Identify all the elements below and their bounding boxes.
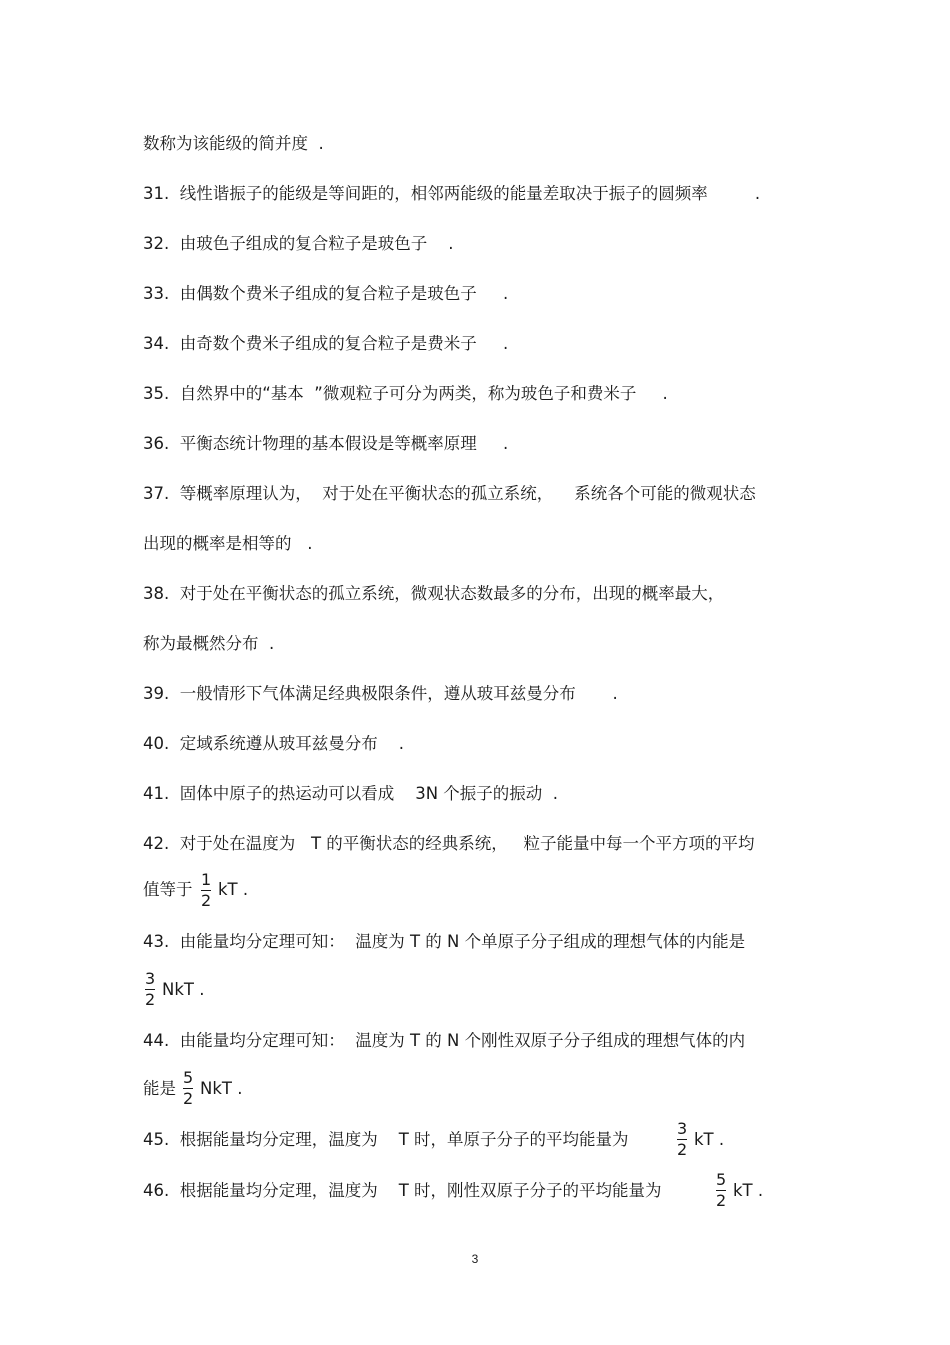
line-0: 数称为该能级的简并度 . — [143, 134, 324, 153]
fraction-five-halves-a: 5 2 — [183, 1068, 194, 1108]
fraction-three-halves-b: 3 2 — [677, 1119, 688, 1159]
item-35: 35. 自然界中的“基本 ”微观粒子可分为两类，称为玻色子和费米子 . — [143, 384, 668, 403]
item-37-line1: 37. 等概率原理认为， 对于处在平衡状态的孤立系统， 系统各个可能的微观状态 — [143, 484, 756, 503]
fraction-tail-42: kT . — [218, 880, 249, 899]
fraction-tail-43: NkT . — [162, 980, 205, 999]
fraction-tail-46: kT . — [733, 1181, 764, 1200]
item-32: 32. 由玻色子组成的复合粒子是玻色子 . — [143, 234, 454, 253]
page-number: 3 — [471, 1252, 479, 1266]
item-34: 34. 由奇数个费米子组成的复合粒子是费米子 . — [143, 334, 509, 353]
fraction-five-halves-b: 5 2 — [716, 1170, 727, 1210]
item-40: 40. 定域系统遵从玻耳兹曼分布 . — [143, 734, 404, 753]
item-38-line1: 38. 对于处在平衡状态的孤立系统，微观状态数最多的分布，出现的概率最大， — [143, 584, 725, 603]
item-36: 36. 平衡态统计物理的基本假设是等概率原理 . — [143, 434, 509, 453]
item-41: 41. 固体中原子的热运动可以看成 3N 个振子的振动 . — [143, 784, 559, 803]
fraction-three-halves-a: 3 2 — [145, 969, 156, 1009]
item-45: 45. 根据能量均分定理，温度为 T 时，单原子分子的平均能量为 — [143, 1130, 629, 1149]
item-46: 46. 根据能量均分定理，温度为 T 时，刚性双原子分子的平均能量为 — [143, 1181, 662, 1200]
fraction-tail-45: kT . — [694, 1130, 725, 1149]
item-33: 33. 由偶数个费米子组成的复合粒子是玻色子 . — [143, 284, 509, 303]
fraction-one-half: 1 2 — [201, 870, 212, 910]
item-38-line2: 称为最概然分布 . — [143, 634, 275, 653]
item-44-line2: 能是 — [143, 1079, 176, 1098]
item-42-line1: 42. 对于处在温度为 T 的平衡状态的经典系统， 粒子能量中每一个平方项的平均 — [143, 834, 755, 853]
item-31: 31. 线性谐振子的能级是等间距的，相邻两能级的能量差取决于振子的圆频率 . — [143, 184, 761, 203]
item-42-line2: 值等于 — [143, 880, 193, 899]
item-37-line2: 出现的概率是相等的 . — [143, 534, 313, 553]
item-44-line1: 44. 由能量均分定理可知： 温度为 T 的 N 个刚性双原子分子组成的理想气体的内 — [143, 1031, 746, 1050]
item-39: 39. 一般情形下气体满足经典极限条件，遵从玻耳兹曼分布 . — [143, 684, 618, 703]
item-43-line1: 43. 由能量均分定理可知： 温度为 T 的 N 个单原子分子组成的理想气体的内能是 — [143, 932, 746, 951]
fraction-tail-44: NkT . — [200, 1079, 243, 1098]
